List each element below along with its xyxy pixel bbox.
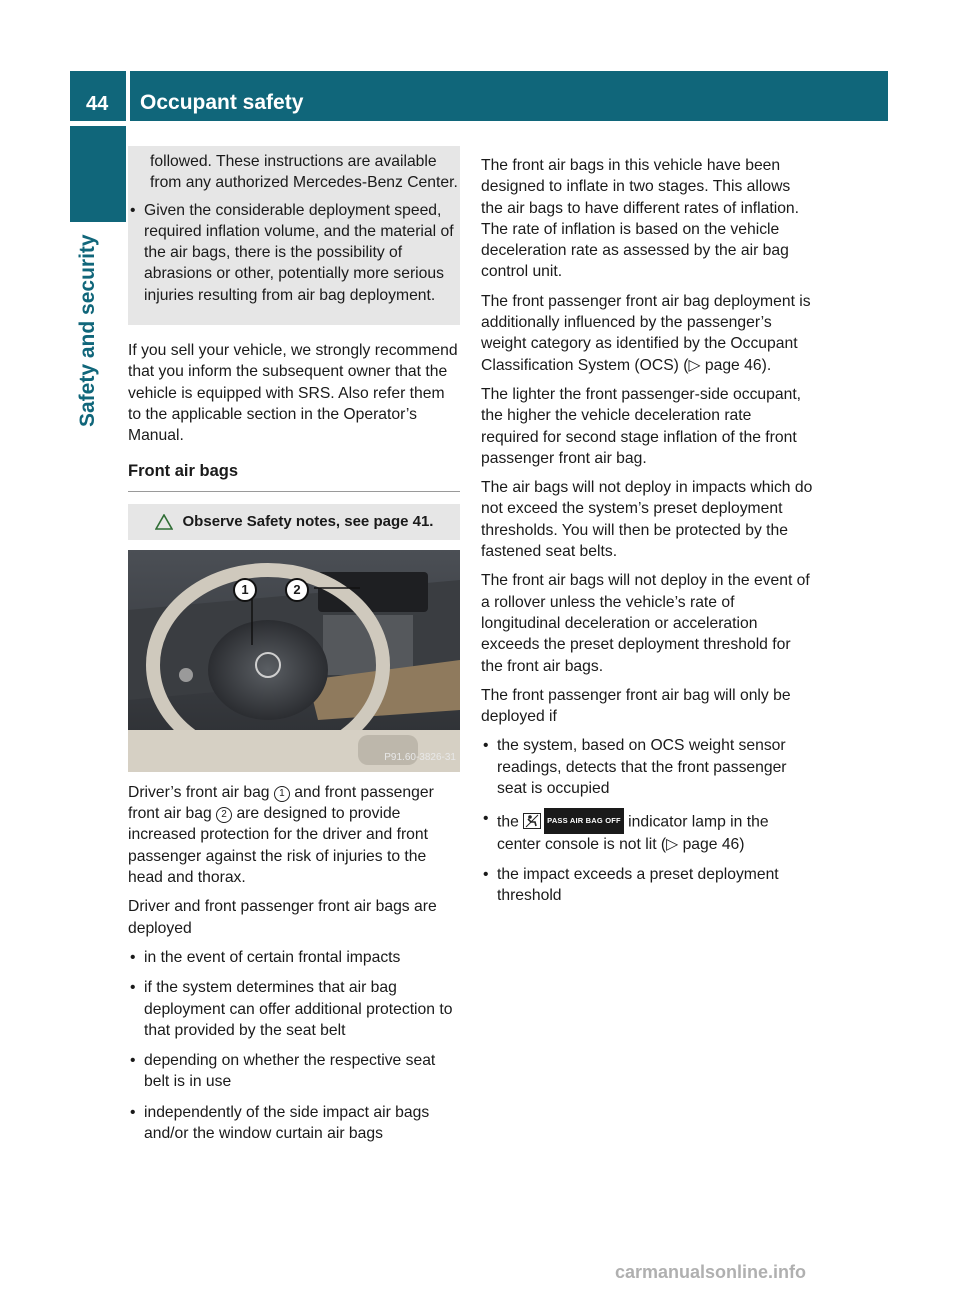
warning-triangle-icon — [155, 514, 173, 530]
deploy-list — [128, 947, 460, 1144]
ref-1: 1 — [274, 786, 290, 802]
callout-1: 1 — [233, 578, 257, 602]
condition-item: • the impact exceeds a preset deployment threshold — [481, 864, 813, 907]
page-number: 44 — [86, 93, 109, 115]
paragraph-conditions-intro: The front passenger front air bag will only be deployed if — [481, 686, 791, 726]
deploy-item: • independently of the side impact air bags and/or the window curtain air bags — [128, 1102, 460, 1145]
side-tab-block — [70, 126, 126, 222]
right-column — [481, 155, 813, 916]
section-heading: Front air bags — [128, 461, 460, 492]
header-divider — [126, 71, 130, 121]
seat-occupant-icon — [523, 813, 541, 829]
paragraph-inflation: The front air bags in this vehicle have been designed to inflate in two stages. This allows the air bags to have different rates of inflation. The rate of inflation is based on the vehicle deceleration rate as assessed by the air bag control unit. — [481, 157, 800, 281]
deploy-intro: Driver and front passenger front air bags are deployed — [128, 898, 437, 937]
callout-2: 2 — [285, 578, 309, 602]
warning-text: Observe Safety notes, see page 41. — [182, 513, 434, 531]
ref-2: 2 — [216, 807, 232, 823]
cond2-after: indicator lamp in the center console is not lit (▷ page 46) — [497, 813, 769, 853]
info-box — [128, 146, 460, 325]
box-continuation: followed. These instructions are available from any authorized Mercedes-Benz Center. — [150, 153, 458, 192]
caption-paragraph — [128, 782, 460, 888]
lamp-label: PASS AIR BAG OFF — [544, 808, 624, 833]
deploy-item: • depending on whether the respective seat belt is in use — [128, 1050, 460, 1093]
caption-part-3: are designed to provide increased protection for the driver and front passenger against the risk of injuries to the head and thorax. — [128, 805, 428, 887]
paragraph-rollover: The front air bags will not deploy in the event of a rollover unless the vehicle’s rate of longitudinal deceleration or acceleration exceeds the preset deployment threshold for the front air bags. — [481, 572, 810, 675]
deploy-item: • if the system determines that air bag deployment can offer additional protection to that provided by the seat belt — [128, 977, 460, 1041]
paragraph-ocs: The front passenger front air bag deployment is additionally influenced by the passenger’s weight category as identified by the Occupant Classification System (OCS) (▷ page 46). — [481, 292, 811, 374]
image-code: P91.60-3826-31 — [384, 751, 456, 763]
sell-paragraph: If you sell your vehicle, we strongly recommend that you inform the subsequent owner that the vehicle is equipped with SRS. Also refer them to the applicable section in the Operator’s Manual. — [128, 342, 458, 445]
side-section-label: Safety and security — [76, 234, 99, 427]
condition-item: • the system, based on OCS weight sensor readings, detects that the front passenger seat is occupied — [481, 735, 813, 799]
deploy-item: • in the event of certain frontal impacts — [128, 947, 460, 968]
paragraph-threshold: The air bags will not deploy in impacts which do not exceed the system’s preset deployment thresholds. You will then be protected by the fastened seat belts. — [481, 479, 813, 561]
paragraph-lighter: The lighter the front passenger-side occupant, the higher the vehicle deceleration rate required for second stage inflation of the front passenger front air bag. — [481, 385, 802, 467]
dashboard-photo — [128, 550, 460, 772]
pass-airbag-off-lamp — [523, 808, 624, 833]
watermark: carmanualsonline.info — [615, 1262, 807, 1282]
warning-note — [128, 504, 460, 540]
page-title: Occupant safety — [140, 91, 304, 114]
box-bullet: • Given the considerable deployment speed, required inflation volume, and the material of the air bags, there is the possibility of abrasions or other, potentially more serious injuries resulting from air bag deployment. — [128, 200, 458, 306]
caption-part-2: and front passenger front air bag — [128, 783, 434, 823]
condition-item-lamp — [481, 808, 813, 855]
left-column — [128, 152, 460, 1153]
box-list — [128, 200, 458, 306]
cond2-before: the — [497, 813, 519, 831]
conditions-list — [481, 735, 813, 906]
caption-part-1: Driver’s front air bag — [128, 783, 270, 801]
